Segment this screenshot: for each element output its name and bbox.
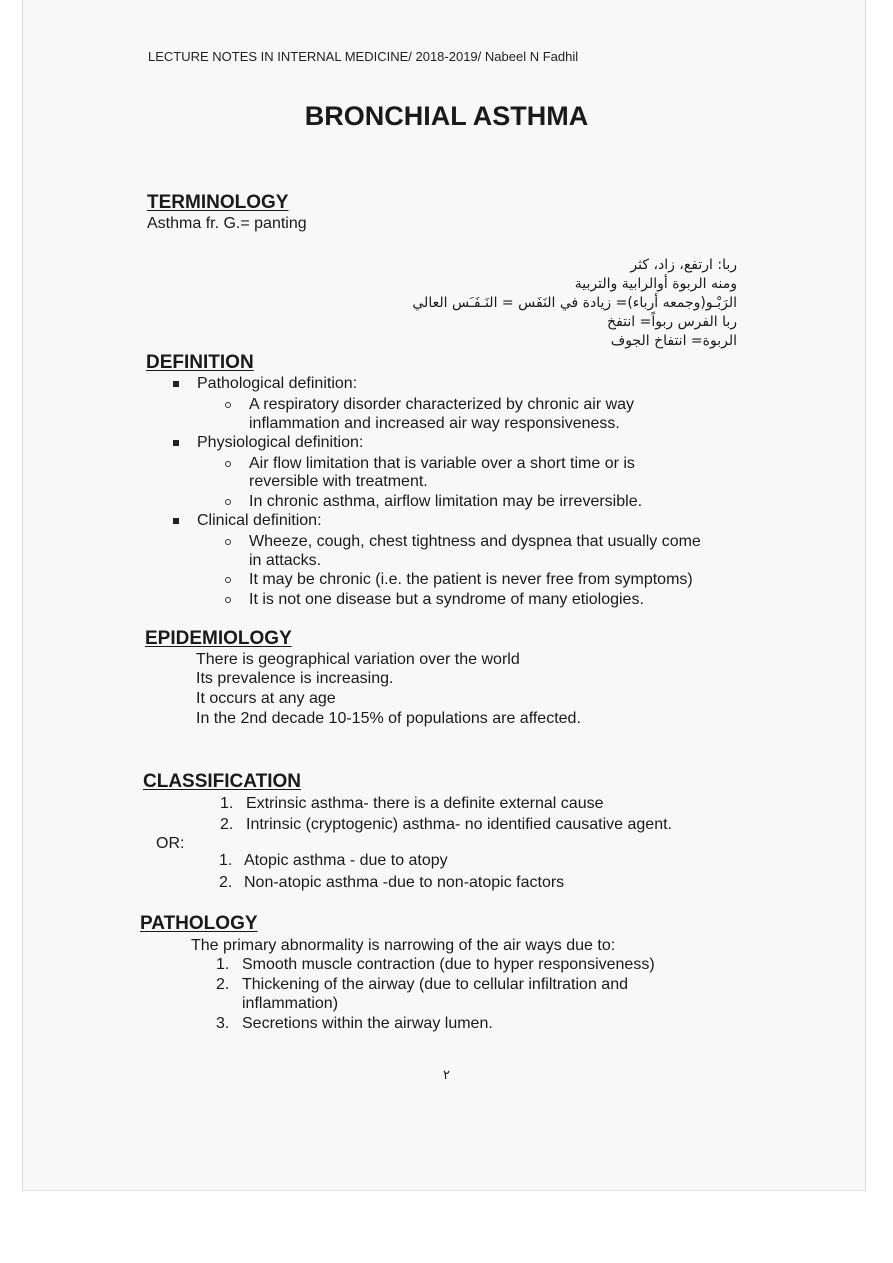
epidemiology-line: Its prevalence is increasing. — [196, 670, 394, 687]
definition-text: Wheeze, cough, chest tightness and dyspnea that usually come — [249, 533, 701, 550]
definition-text: Air flow limitation that is variable over a short time or is — [249, 455, 635, 472]
circle-bullet-icon — [225, 461, 231, 467]
pathology-intro: The primary abnormality is narrowing of the air ways due to: — [191, 937, 616, 954]
square-bullet-icon — [173, 518, 179, 524]
terminology-heading: TERMINOLOGY — [147, 192, 289, 213]
list-number: 1. — [219, 852, 233, 869]
epidemiology-line: It occurs at any age — [196, 690, 336, 707]
circle-bullet-icon — [225, 539, 231, 545]
definition-text: In chronic asthma, airflow limitation may be irreversible. — [249, 493, 643, 510]
definition-text: It may be chronic (i.e. the patient is never free from symptoms) — [249, 571, 693, 588]
page-title: BRONCHIAL ASTHMA — [304, 101, 589, 131]
definition-text: reversible with treatment. — [249, 473, 428, 490]
definition-text: It is not one disease but a syndrome of many etiologies. — [249, 591, 644, 608]
pathology-item: Smooth muscle contraction (due to hyper responsiveness) — [242, 956, 655, 973]
definition-label: Physiological definition: — [197, 434, 364, 451]
square-bullet-icon — [173, 381, 179, 387]
epidemiology-line: In the 2nd decade 10-15% of populations are affected. — [196, 710, 581, 727]
circle-bullet-icon — [225, 402, 231, 408]
arabic-line: الرَبْـو(وجمعه أرباء)= زيادة في النَفَس = النَـفَـَس العالي — [412, 295, 737, 311]
pathology-item: inflammation) — [242, 995, 339, 1012]
running-header: LECTURE NOTES IN INTERNAL MEDICINE/ 2018-2019/ Nabeel N Fadhil — [148, 49, 579, 64]
page-number: ٢ — [443, 1068, 450, 1083]
pathology-item: Secretions within the airway lumen. — [242, 1015, 493, 1032]
pathology-heading: PATHOLOGY — [140, 913, 258, 934]
classification-heading: CLASSIFICATION — [143, 771, 301, 792]
list-number: 2. — [220, 816, 234, 833]
definition-text: A respiratory disorder characterized by chronic air way — [249, 396, 635, 413]
circle-bullet-icon — [225, 499, 231, 505]
list-number: 1. — [216, 956, 230, 973]
definition-text: inflammation and increased air way responsiveness. — [249, 415, 620, 432]
or-label: OR: — [156, 835, 185, 852]
arabic-line: ربا: ارتفع، زاد، كثر — [630, 257, 737, 273]
list-number: 3. — [216, 1015, 230, 1032]
arabic-line: ومنه الربوة أوالرابية والتربية — [574, 276, 737, 292]
epidemiology-heading: EPIDEMIOLOGY — [145, 628, 292, 649]
classification-item: Extrinsic asthma- there is a definite external cause — [246, 795, 604, 812]
definition-text: in attacks. — [249, 552, 322, 569]
list-number: 2. — [219, 874, 233, 891]
definition-heading: DEFINITION — [146, 352, 254, 373]
arabic-line: ربا الفرس ربواً= انتفخ — [607, 314, 737, 330]
list-number: 1. — [220, 795, 234, 812]
pathology-item: Thickening of the airway (due to cellular infiltration and — [242, 976, 628, 993]
epidemiology-line: There is geographical variation over the world — [196, 651, 520, 668]
definition-label: Pathological definition: — [197, 375, 358, 392]
list-number: 2. — [216, 976, 230, 993]
terminology-line: Asthma fr. G.= panting — [147, 215, 307, 232]
classification-item: Intrinsic (cryptogenic) asthma- no identified causative agent. — [246, 816, 672, 833]
classification-item: Atopic asthma - due to atopy — [244, 852, 448, 869]
classification-item: Non-atopic asthma -due to non-atopic factors — [244, 874, 565, 891]
arabic-line: الربوة= انتفاخ الجوف — [610, 333, 737, 349]
definition-label: Clinical definition: — [197, 512, 322, 529]
circle-bullet-icon — [225, 597, 231, 603]
square-bullet-icon — [173, 440, 179, 446]
circle-bullet-icon — [225, 577, 231, 583]
